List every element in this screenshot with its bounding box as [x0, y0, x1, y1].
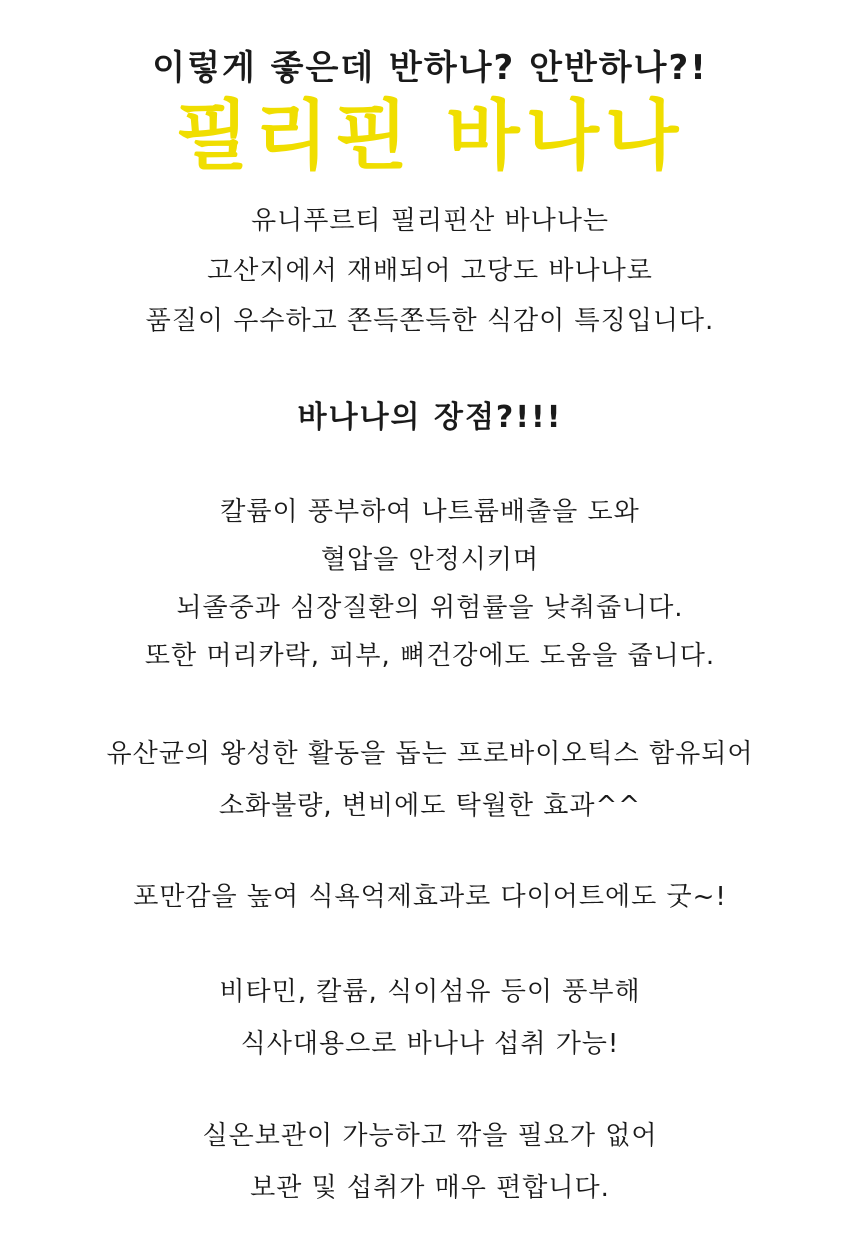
- benefit-line: 실온보관이 가능하고 깎을 필요가 없어: [202, 1121, 658, 1151]
- benefit-line: 유산균의 왕성한 활동을 돕는 프로바이오틱스 함유되어: [106, 739, 754, 769]
- benefit-line: 포만감을 높여 식욕억제효과로 다이어트에도 굿~!: [133, 882, 727, 912]
- benefit-line: 뇌졸중과 심장질환의 위험률을 낮춰줍니다.: [176, 593, 684, 623]
- benefit-block: [0, 488, 860, 680]
- benefit-block: [0, 966, 860, 1070]
- benefit-block: [0, 871, 860, 923]
- intro-line: 품질이 우수하고 쫀득쫀득한 식감이 특징입니다.: [145, 306, 715, 336]
- benefit-line: 비타민, 칼륨, 식이섬유 등이 풍부해: [219, 977, 641, 1007]
- benefit-line: 소화불량, 변비에도 탁월한 효과^^: [218, 791, 642, 821]
- intro-line: 유니푸르티 필리핀산 바나나는: [250, 206, 610, 236]
- benefit-line: 칼륨이 풍부하여 나트륨배출을 도와: [220, 497, 640, 527]
- benefit-block: [0, 728, 860, 832]
- tagline: 이렇게 좋은데 반하나? 안반하나?!: [152, 48, 708, 88]
- section-heading: 바나나의 장점?!!!: [297, 400, 563, 435]
- intro-paragraph: [0, 196, 860, 346]
- benefit-line: 식사대용으로 바나나 섭취 가능!: [240, 1029, 620, 1059]
- headline: 필리핀 바나나: [175, 91, 685, 180]
- benefit-line: 혈압을 안정시키며: [320, 545, 540, 575]
- intro-line: 고산지에서 재배되어 고당도 바나나로: [207, 256, 653, 286]
- benefit-line: 또한 머리카락, 피부, 뼈건강에도 도움을 줍니다.: [144, 641, 716, 671]
- benefit-block: [0, 1110, 860, 1214]
- benefit-line: 보관 및 섭취가 매우 편합니다.: [250, 1173, 610, 1203]
